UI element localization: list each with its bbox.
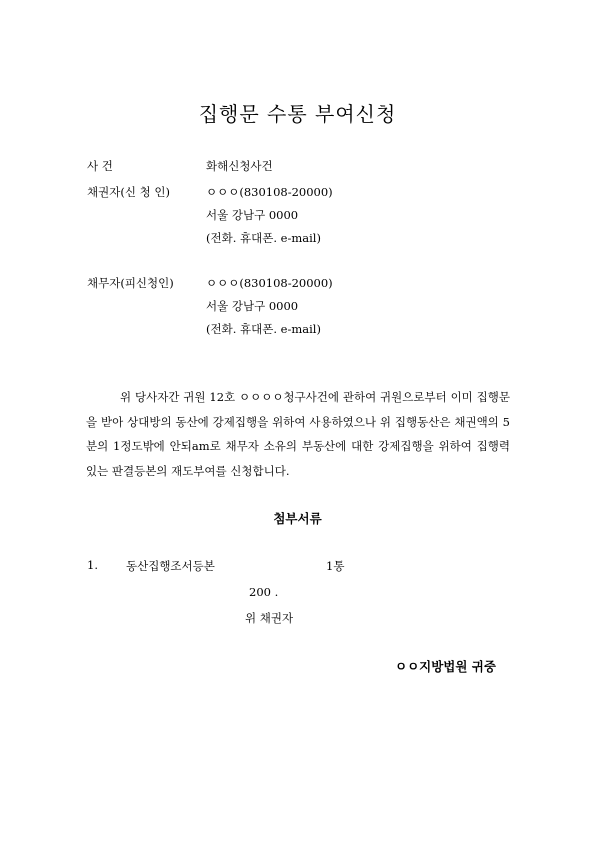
attachments-title: 첨부서류 [273, 511, 322, 526]
application-date: 200 . [249, 585, 279, 599]
document-title: 집행문 수통 부여신청 [198, 102, 397, 126]
creditor-address: 서울 강남구 0000 [206, 208, 299, 222]
debtor-name-id: ㅇㅇㅇ(830108-20000) [206, 276, 333, 290]
application-body: 위 당사자간 귀원 12호 ㅇㅇㅇㅇ청구사건에 관하여 귀원으로부터 이미 집행문을 받아 상대방의 동산에 강제집행을 위하여 사용하였으나 위 집행동산은 채권액의 5분의 1정도밖에 안되am로 채무자 소유의 부동산에 대한 강제집행을 위하여 집행력있는 판결등본의 재도부여를 신청합니다. [86, 390, 510, 478]
debtor-label: 채무자(피신청인) [87, 276, 174, 290]
attachment-number: 1. [87, 558, 98, 572]
debtor-address: 서울 강남구 0000 [206, 299, 299, 313]
creditor-label: 채권자(신 청 인) [87, 185, 170, 199]
attachment-quantity: 1통 [326, 559, 345, 573]
creditor-name-id: ㅇㅇㅇ(830108-20000) [206, 185, 333, 199]
case-label: 사 건 [87, 159, 113, 173]
applicant-signature-line: 위 채권자 [245, 611, 294, 625]
case-value: 화해신청사건 [206, 159, 273, 173]
attachment-name: 동산집행조서등본 [126, 559, 215, 573]
creditor-contact: (전화. 휴대폰. e-mail) [206, 231, 321, 245]
debtor-contact: (전화. 휴대폰. e-mail) [206, 322, 321, 336]
court-addressee: ㅇㅇ지방법원 귀중 [395, 659, 496, 674]
